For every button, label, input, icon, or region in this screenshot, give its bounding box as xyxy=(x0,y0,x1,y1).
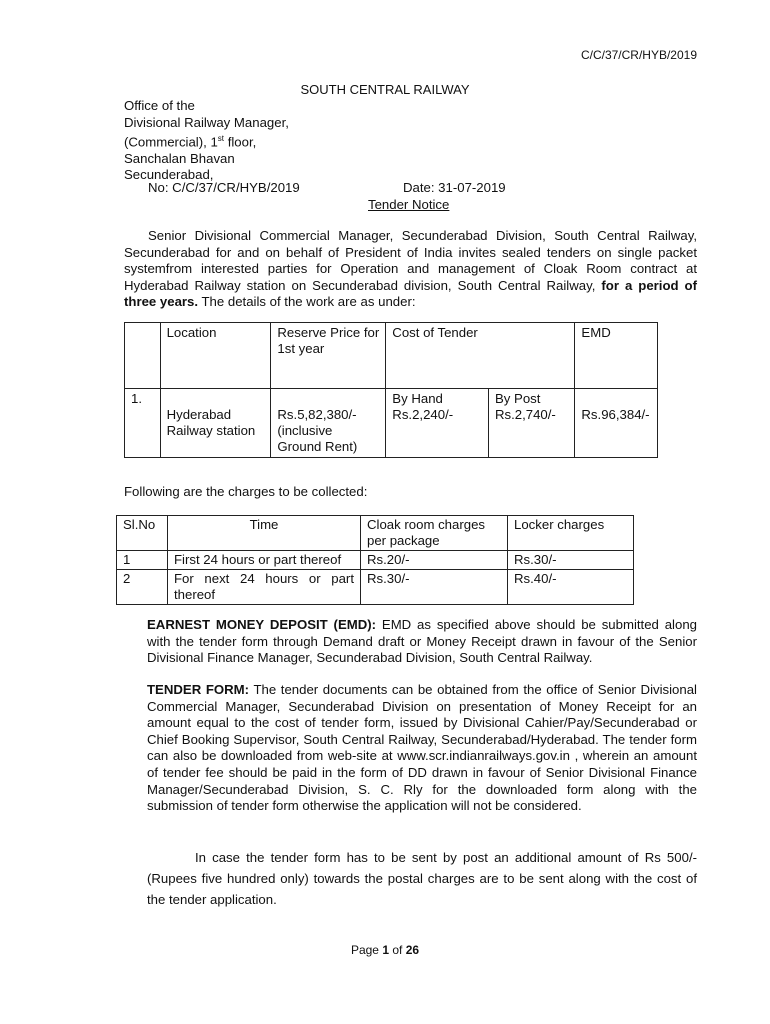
table-cell: 1 xyxy=(117,551,168,570)
charges-intro: Following are the charges to be collected: xyxy=(124,484,368,499)
table-cell-location: Hyderabad Railway station xyxy=(160,389,271,458)
table-header-slno: Sl.No xyxy=(117,516,168,551)
notice-number: No: C/C/37/CR/HYB/2019 xyxy=(148,180,300,195)
table-cell-by-post: By Post Rs.2,740/- xyxy=(488,389,574,458)
table-cell: Rs.30/- xyxy=(361,570,508,605)
office-line: Divisional Railway Manager, xyxy=(124,114,289,130)
table-cell: 2 xyxy=(117,570,168,605)
office-line: Secunderabad, xyxy=(124,167,214,183)
emd-paragraph: EARNEST MONEY DEPOSIT (EMD): EMD as specified above should be submitted along with the tender form through Demand draft or Money Receipt drawn in favour of the Senior Divisional Finance Manager, Secunderabad Division, South Central Railway. xyxy=(147,617,697,666)
table-cell-by-hand: By Hand Rs.2,240/- xyxy=(386,389,489,458)
table-header-time: Time xyxy=(168,516,361,551)
table-header-location: Location xyxy=(160,323,271,389)
table-cell-emd: Rs.96,384/- xyxy=(575,389,658,458)
railway-name: SOUTH CENTRAL RAILWAY xyxy=(300,82,470,97)
tender-details-table xyxy=(124,322,658,458)
table-cell: Rs.30/- xyxy=(508,551,634,570)
table-cell: For next 24 hours or part thereof xyxy=(168,570,361,605)
intro-paragraph: Senior Divisional Commercial Manager, Secunderabad Division, South Central Railway, Secunderabad for and on behalf of President of India invites sealed tenders on single packet systemfrom interested parties for Operation and management of Cloak Room contract at Hyderabad Railway station on Secunderabad division, South Central Railway, for a period of three years. The details of the work are as under: xyxy=(124,228,697,310)
table-cell: 1. xyxy=(125,389,161,458)
notice-date: Date: 31-07-2019 xyxy=(403,180,506,195)
office-line: Office of the xyxy=(124,98,195,113)
table-cell: Rs.20/- xyxy=(361,551,508,570)
document-reference: C/C/37/CR/HYB/2019 xyxy=(580,48,697,62)
table-header-locker: Locker charges xyxy=(508,516,634,551)
table-header-reserve: Reserve Price for 1st year xyxy=(271,323,386,389)
charges-table xyxy=(116,515,634,605)
office-line: (Commercial), 1st floor, xyxy=(124,134,257,150)
page-number: Page 1 of 26 xyxy=(350,943,420,957)
table-cell-reserve: Rs.5,82,380/- (inclusive Ground Rent) xyxy=(271,389,386,458)
postal-paragraph: In case the tender form has to be sent by post an additional amount of Rs 500/- (Rupees five hundred only) towards the postal charges are to be sent along with the cost of the tender application. xyxy=(147,850,697,907)
table-cell: First 24 hours or part thereof xyxy=(168,551,361,570)
office-address xyxy=(124,98,289,184)
tender-notice-title: Tender Notice xyxy=(368,197,450,212)
office-line: Sanchalan Bhavan xyxy=(124,150,235,166)
table-cell xyxy=(125,323,161,389)
table-cell: Rs.40/- xyxy=(508,570,634,605)
table-header-cost: Cost of Tender xyxy=(386,323,575,389)
table-header-cloak: Cloak room charges per package xyxy=(361,516,508,551)
tender-form-paragraph: TENDER FORM: The tender documents can be obtained from the office of Senior Divisional Commercial Manager, Secunderabad Division on presentation of Money Receipt for an amount equal to the cost of tender form, issued by Divisional Cahier/Pay/Secunderabad or Chief Booking Supervisor, South Central Railway, Secunderabad/Hyderabad. The tender form can also be downloaded from web-site at www.scr.indianrailways.gov.in , wherein an amount of tender fee should be paid in the form of DD drawn in favour of Senior Divisional Finance Manager/Secunderabad Division, S. C. Rly for the downloaded form along with the submission of tender form otherwise the application will not be considered. xyxy=(147,682,697,814)
table-header-emd: EMD xyxy=(575,323,658,389)
